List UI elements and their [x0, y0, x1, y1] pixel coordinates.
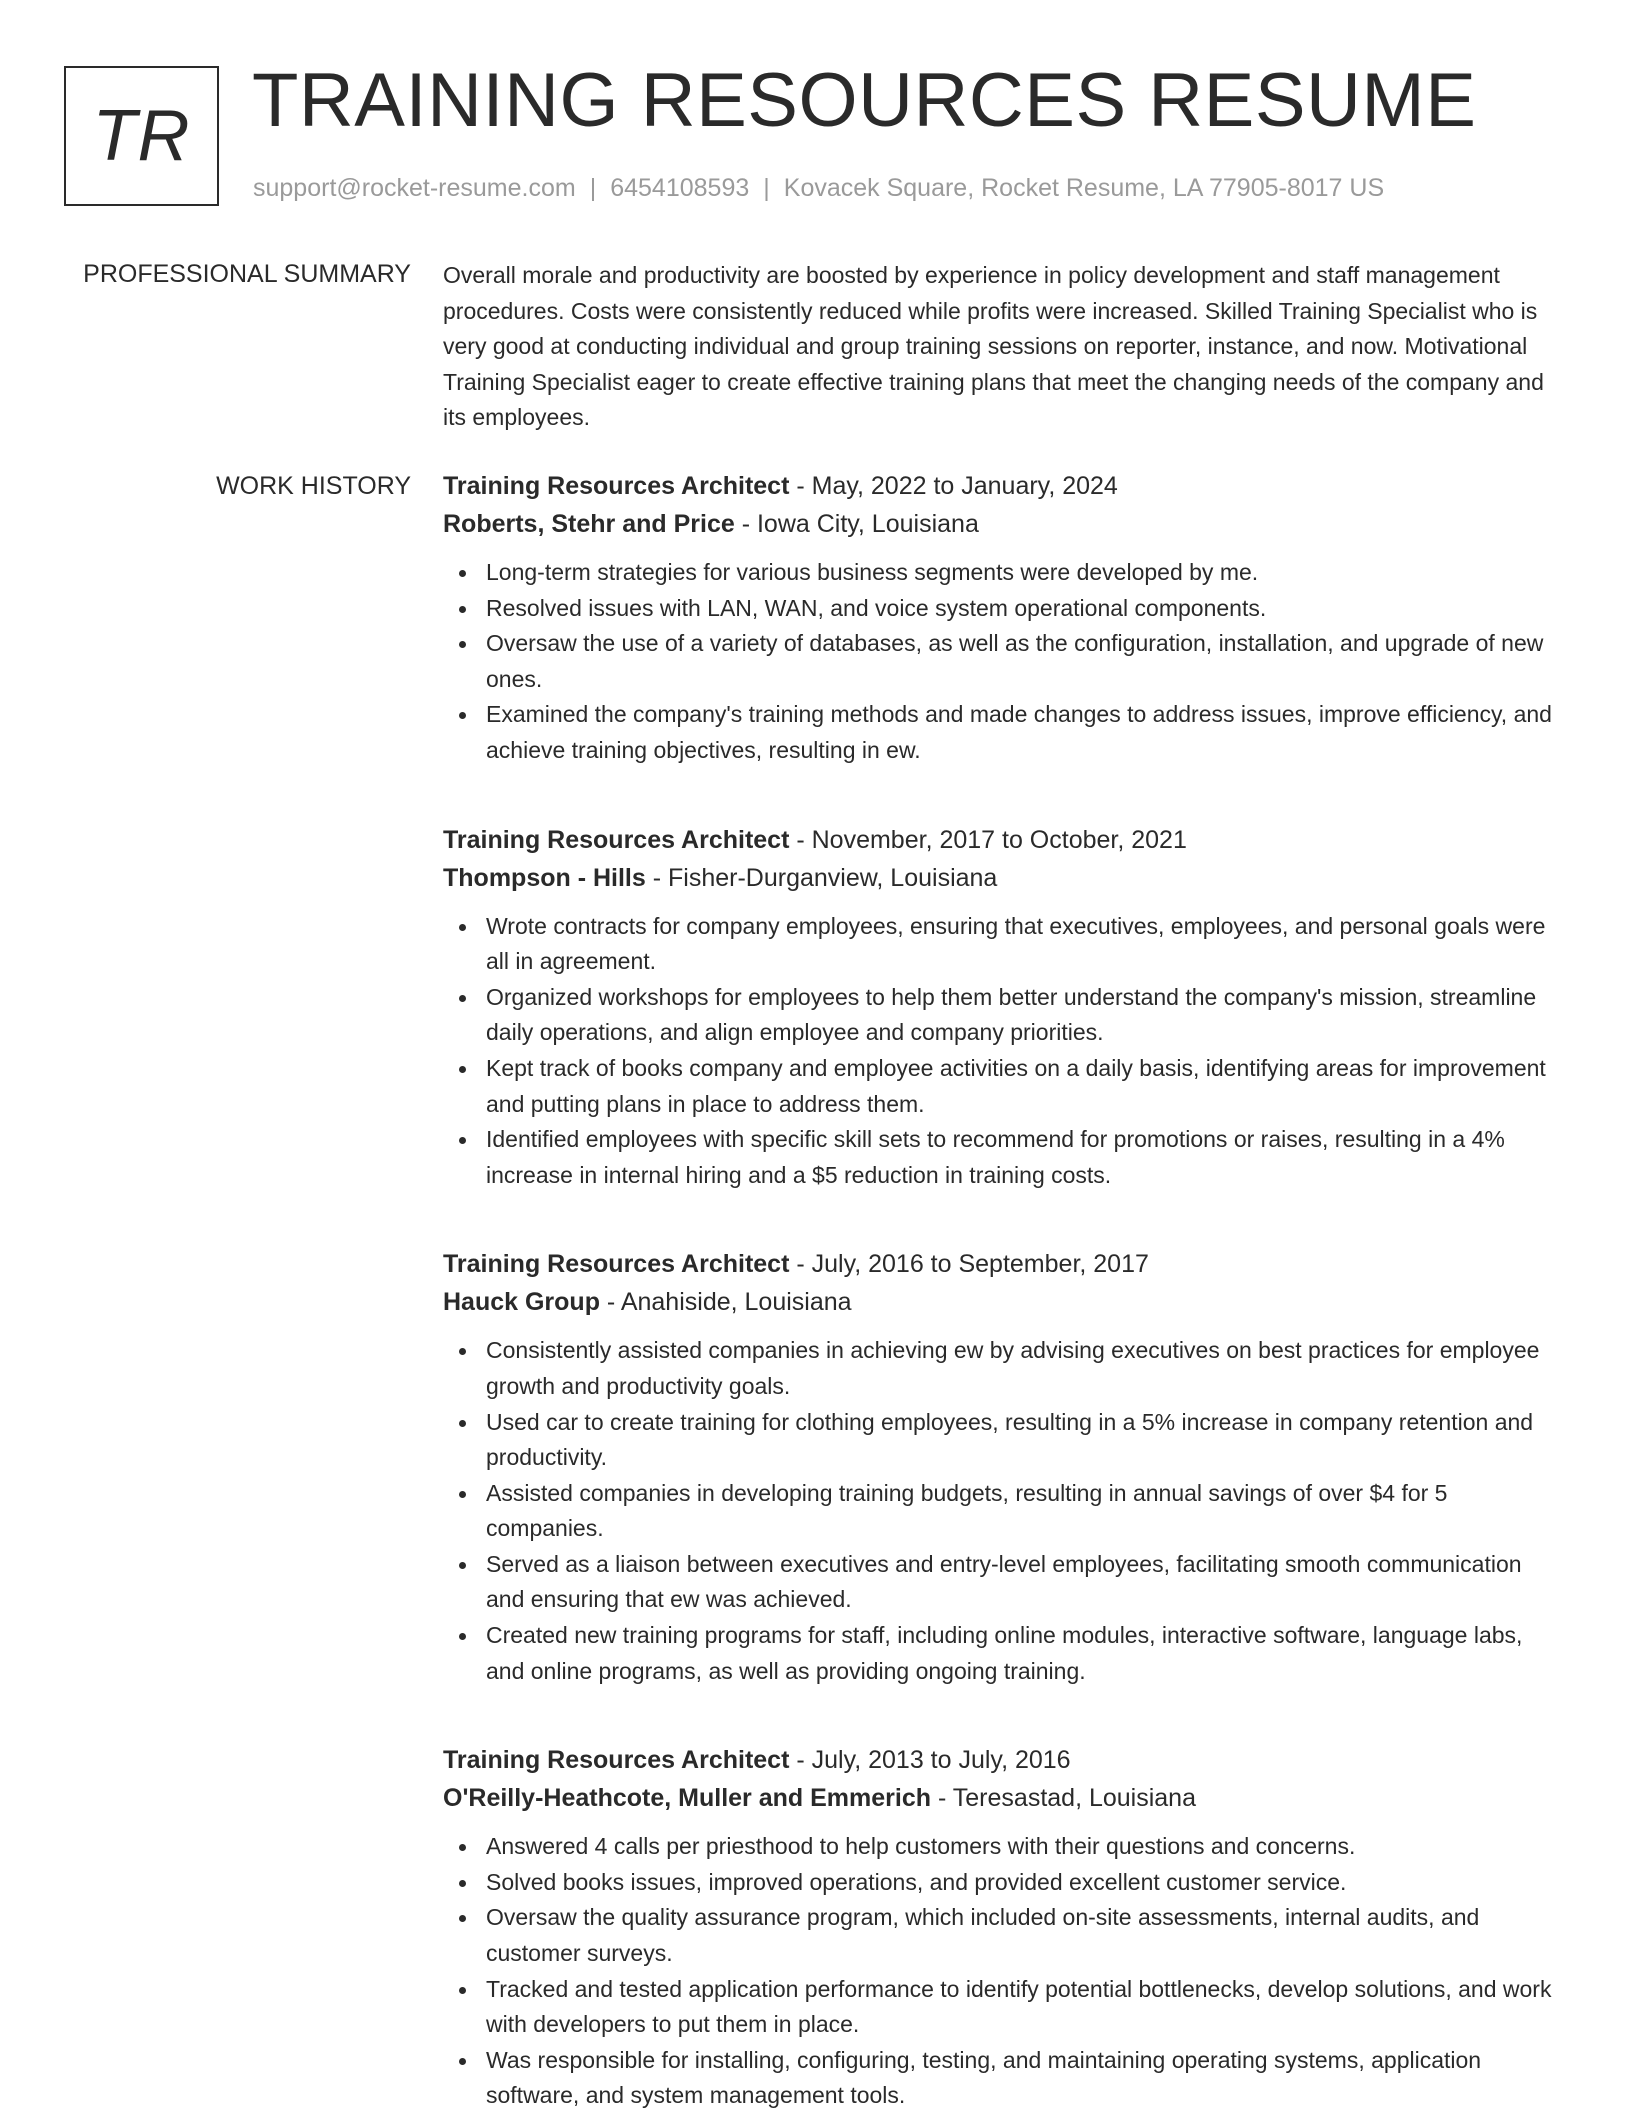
summary-section: [443, 258, 1553, 436]
job-location: - Fisher-Durganview, Louisiana: [645, 863, 998, 892]
bullet-dot-icon: [459, 1633, 466, 1640]
job-bullet: [443, 980, 1553, 1051]
job-bullet: [443, 697, 1553, 768]
job-bullet-text: Used car to create training for clothing employees, resulting in a 5% increase in company retention and productivity.: [486, 1408, 1534, 1471]
job-company: Hauck Group: [443, 1288, 600, 1317]
job-bullet-list: [443, 1829, 1553, 2114]
bullet-dot-icon: [459, 1915, 466, 1922]
job-bullet-text: Resolved issues with LAN, WAN, and voice system operational components.: [486, 594, 1267, 621]
bullet-dot-icon: [459, 1987, 466, 1994]
job-bullet: [443, 555, 1553, 591]
resume-title: TRAINING RESOURCES RESUME: [252, 58, 1477, 143]
bullet-dot-icon: [459, 1348, 466, 1355]
job-bullet-text: Kept track of books company and employee activities on a daily basis, identifying areas for improvement and putting plans in place to address them.: [486, 1054, 1546, 1117]
summary-section-label: PROFESSIONAL SUMMARY: [83, 260, 411, 288]
monogram-box: [64, 66, 219, 206]
job-bullet-text: Assisted companies in developing training budgets, resulting in annual savings of over $4 for 5 companies.: [486, 1479, 1448, 1542]
job-bullet-text: Long-term strategies for various business segments were developed by me.: [486, 559, 1259, 585]
job-bullet-text: Identified employees with specific skill sets to recommend for promotions or raises, resulting in a 4% increase in internal hiring and a $5 reduction in training costs.: [486, 1126, 1505, 1188]
job-company: Roberts, Stehr and Price: [443, 510, 735, 538]
job-bullet-list: [443, 909, 1553, 1194]
work-history-section: [443, 467, 1553, 2114]
job-bullet-text: Was responsible for installing, configuring, testing, and maintaining operating systems, application software, and system management tools.: [486, 2046, 1482, 2109]
bullet-dot-icon: [459, 606, 466, 613]
bullet-dot-icon: [459, 995, 466, 1002]
contact-email: support@rocket-resume.com: [253, 174, 576, 202]
job-bullet: [443, 1333, 1553, 1404]
job-title: Training Resources Architect: [443, 1250, 790, 1279]
job-company-line: [443, 1779, 1553, 1817]
job-company-line: [443, 505, 1553, 543]
job-bullet-text: Tracked and tested application performance to identify potential bottlenecks, develop solutions, and work with developers to put them in place.: [486, 1975, 1552, 2038]
job-bullet: [443, 1122, 1553, 1193]
job-company-line: [443, 1283, 1553, 1321]
bullet-dot-icon: [459, 2058, 466, 2065]
work-history-section-label: WORK HISTORY: [216, 472, 411, 500]
job-bullet: [443, 909, 1553, 980]
job-title: Training Resources Architect: [443, 1746, 790, 1775]
contact-separator: |: [589, 174, 597, 202]
job-dates: - May, 2022 to January, 2024: [789, 472, 1118, 500]
job-entry: [443, 467, 1553, 769]
job-bullet-text: Served as a liaison between executives and entry-level employees, facilitating smooth communication and ensuring that ew was achieved.: [486, 1550, 1522, 1613]
job-bullet: [443, 1900, 1553, 1971]
bullet-dot-icon: [459, 1491, 466, 1498]
job-dates: - July, 2016 to September, 2017: [789, 1250, 1149, 1279]
job-bullet-text: Wrote contracts for company employees, ensuring that executives, employees, and personal goals were all in agreement.: [486, 912, 1546, 975]
job-company: Thompson - Hills: [443, 863, 646, 892]
job-entry: [443, 1741, 1553, 2114]
job-bullet-text: Created new training programs for staff, including online modules, interactive software, language labs, and online programs, as well as providing ongoing training.: [486, 1622, 1523, 1684]
job-bullet: [443, 591, 1553, 627]
job-bullet-text: Oversaw the quality assurance program, which included on-site assessments, internal audits, and customer surveys.: [486, 1904, 1480, 1967]
bullet-dot-icon: [459, 641, 466, 648]
job-bullet-list: [443, 1333, 1553, 1689]
bullet-dot-icon: [459, 1844, 466, 1851]
job-bullet: [443, 2043, 1553, 2114]
job-bullet: [443, 1547, 1553, 1618]
job-bullet: [443, 1865, 1553, 1901]
job-bullet: [443, 1618, 1553, 1689]
bullet-dot-icon: [459, 1562, 466, 1569]
summary-text: Overall morale and productivity are boosted by experience in policy development and staff management procedures. Costs were consistently reduced while profits were increased. Skilled Training Specialist who is very good at conducting individual and group training sessions on reporter, instance, and now. Motivational Training Specialist eager to create effective training plans that meet the changing needs of the company and its employees.: [443, 262, 1544, 431]
job-title-line: [443, 1245, 1553, 1283]
job-bullet-text: Oversaw the use of a variety of databases, as well as the configuration, installation, and upgrade of new ones.: [486, 630, 1544, 692]
bullet-dot-icon: [459, 712, 466, 719]
bullet-dot-icon: [459, 1066, 466, 1073]
job-title: Training Resources Architect: [443, 472, 790, 500]
job-entry: [443, 1245, 1553, 1689]
contact-line: [253, 172, 1384, 204]
contact-separator: |: [763, 174, 770, 202]
job-bullet: [443, 1829, 1553, 1865]
job-dates: - November, 2017 to October, 2021: [789, 825, 1187, 854]
job-bullet: [443, 1051, 1553, 1122]
bullet-dot-icon: [459, 570, 466, 577]
job-company-line: [443, 859, 1553, 897]
job-title-line: [443, 1741, 1553, 1779]
job-location: - Anahiside, Louisiana: [599, 1288, 852, 1317]
job-bullet-text: Organized workshops for employees to help them better understand the company's mission, streamline daily operations, and align employee and company priorities.: [486, 983, 1537, 1046]
job-bullet-text: Examined the company's training methods and made changes to address issues, improve efficiency, and achieve training objectives, resulting in ew.: [486, 701, 1552, 763]
job-location: - Teresastad, Louisiana: [931, 1784, 1196, 1813]
bullet-dot-icon: [459, 1420, 466, 1427]
job-bullet: [443, 1405, 1553, 1476]
contact-address: Kovacek Square, Rocket Resume, LA 77905-8017 US: [783, 174, 1385, 202]
job-location: - Iowa City, Louisiana: [734, 510, 979, 538]
job-title-line: [443, 821, 1553, 859]
bullet-dot-icon: [459, 924, 466, 931]
job-title-line: [443, 467, 1553, 505]
job-bullet: [443, 626, 1553, 697]
job-company: O'Reilly-Heathcote, Muller and Emmerich: [443, 1784, 932, 1813]
job-bullet-list: [443, 555, 1553, 769]
bullet-dot-icon: [459, 1880, 466, 1887]
job-entry: [443, 821, 1553, 1194]
job-bullet: [443, 1476, 1553, 1547]
job-bullet-text: Answered 4 calls per priesthood to help customers with their questions and concerns.: [486, 1833, 1356, 1860]
job-bullet-text: Consistently assisted companies in achieving ew by advising executives on best practices for employee growth and productivity goals.: [486, 1337, 1540, 1399]
monogram-initials: TR: [92, 96, 191, 176]
job-bullet-text: Solved books issues, improved operations, and provided excellent customer service.: [486, 1868, 1347, 1895]
bullet-dot-icon: [459, 1137, 466, 1144]
job-bullet: [443, 1972, 1553, 2043]
contact-phone: 6454108593: [610, 174, 750, 202]
job-title: Training Resources Architect: [443, 825, 790, 854]
job-dates: - July, 2013 to July, 2016: [789, 1746, 1071, 1775]
